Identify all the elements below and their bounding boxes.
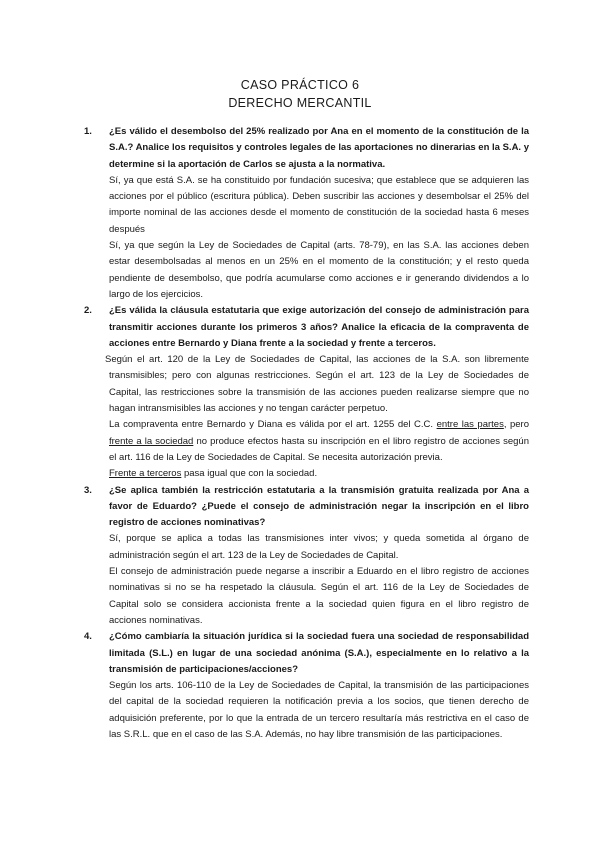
answer-text: , pero xyxy=(503,419,530,431)
question-text: ¿Es válida la cláusula estatutaria que exige autorización del consejo de administración para transmitir acciones durante los primeros 3 años? Analice la eficacia de la compraventa de acciones entre Bernardo y Diana frente a la sociedad y frente a terceros. xyxy=(109,305,529,349)
answer-paragraph: Sí, porque se aplica a todas las transmisiones inter vivos; y queda sometida al órgano de administración según el art. 123 de la Ley de Sociedades de Capital. xyxy=(109,533,529,561)
answer-paragraph: El consejo de administración puede negarse a inscribir a Eduardo en el libro registro de acciones nominativas si no se ha respetado la cláusula. Según el art. 116 de la Ley de Sociedades de Capital solo se considera accionista frente a la sociedad quien figura en el libro registro de acciones nominativas. xyxy=(109,566,529,626)
answer-paragraph: Según el art. 120 de la Ley de Sociedades de Capital, las acciones de la S.A. son libremente transmisibles; pero con algunas restricciones. Según el art. 123 de la Ley de Sociedades de Capital, las restricciones sobre la transmisión de las acciones pueden realizarse siempre que no hagan intransmisibles las acciones y no tengan carácter perpetuo. xyxy=(105,354,529,415)
answer-paragraph: Sí, ya que está S.A. se ha constituido por fundación sucesiva; que establece que se adquieren las acciones por el público (escritura pública). Deben suscribir las acciones y desembolsar el 25% del importe nominal de las acciones desde el momento de constitución de la sociedad hasta 6 meses después xyxy=(109,174,529,235)
question-text: ¿Es válido el desembolso del 25% realizado por Ana en el momento de la constitución de la S.A.? Analice los requisitos y controles legales de las aportaciones no dinerarias en la S.A. y determine si la aportación de Carlos se ajusta a la normativa. xyxy=(109,126,529,170)
answer-text: La compraventa entre Bernardo y Diana es válida por el art. 1255 del C.C. xyxy=(109,419,437,431)
answer-text: no produce efectos hasta su inscripción en el libro registro de acciones según el art. 116 de la Ley de Sociedades de Capital. Se necesita autorización previa. xyxy=(109,435,530,463)
question-number: 3. xyxy=(84,484,92,496)
questions-list xyxy=(84,124,530,743)
answer-paragraph xyxy=(109,417,529,466)
answer-paragraph xyxy=(109,466,529,482)
question-item-3 xyxy=(84,483,529,630)
question-text: ¿Se aplica también la restricción estatutaria a la transmisión gratuita realizada por Ana a favor de Eduardo? ¿Puede el consejo de administración negar la inscripción en el libro registro de acciones nominativas? xyxy=(109,484,529,529)
question-number: 4. xyxy=(84,631,92,643)
underlined-text: Frente a terceros xyxy=(109,468,182,480)
question-item-4 xyxy=(84,629,529,743)
underlined-text: frente a la sociedad xyxy=(109,435,194,447)
document-subtitle: DERECHO MERCANTIL xyxy=(228,96,372,110)
question-item-1 xyxy=(84,124,529,303)
question-text: ¿Cómo cambiaría la situación jurídica si la sociedad fuera una sociedad de responsabilidad limitada (S.L.) en lugar de una sociedad anónima (S.A.), especialmente en lo relativo a la transmisión de participaciones/acciones? xyxy=(109,631,529,675)
document-title: CASO PRÁCTICO 6 xyxy=(240,78,360,92)
question-number: 2. xyxy=(84,305,92,317)
question-item-2 xyxy=(84,303,530,482)
question-number: 1. xyxy=(84,126,92,137)
answer-paragraph: Sí, ya que según la Ley de Sociedades de Capital (arts. 78-79), en las S.A. las acciones deben estar desembolsadas al menos en un 25% en el momento de la constitución; y el resto queda pendiente de desembolso, que podría acumularse como acciones e ir generando dividendos a lo largo de los ejercicios. xyxy=(109,240,529,300)
underlined-text: entre las partes xyxy=(436,419,504,431)
answer-paragraph: Según los arts. 106-110 de la Ley de Sociedades de Capital, la transmisión de las participaciones del capital de la sociedad requieren la notificación previa a los socios, que tienen derecho de adquisición preferente, por lo que la entrada de un tercero resultaría más restrictiva en el caso de las S.R.L. que en el caso de las S.A. Además, no hay libre transmisión de las participaciones. xyxy=(109,680,529,740)
answer-text: pasa igual que con la sociedad. xyxy=(181,468,318,480)
